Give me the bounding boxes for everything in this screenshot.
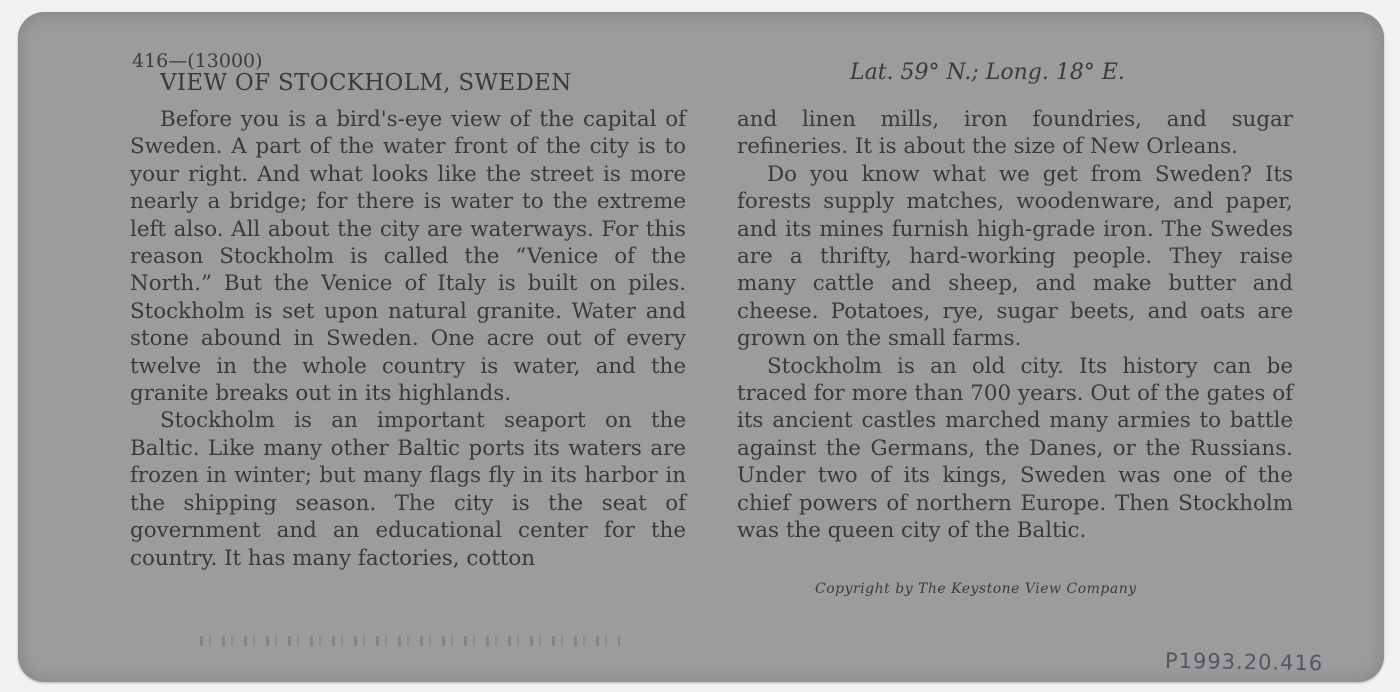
card-title: VIEW OF STOCKHOLM, SWEDEN [160, 70, 572, 96]
print-specks [200, 636, 620, 646]
paragraph: Stockholm is an important seaport on the Baltic. Like many other Baltic ports its waters are frozen in winter; but many flags fly in its harbor in the shipping season. The city is the seat of government and an educational center for the country. It has many factories, cotton [130, 408, 686, 571]
lat-long: Lat. 59° N.; Long. 18° E. [850, 60, 1125, 85]
catalog-number-handwritten: P1993.20.416 [1164, 648, 1324, 676]
paragraph: Stockholm is an old city. Its history can be traced for more than 700 years. Out of the gates of its ancient castles marched many armies to battle against the Germans, the Danes, or the Russians. Under two of its kings, Sweden was one of the chief powers of northern Europe. Then Stockholm was the queen city of the Baltic. [737, 353, 1293, 544]
paragraph: and linen mills, iron foundries, and sugar refineries. It is about the size of New Orleans. [737, 107, 1293, 160]
paragraph: Before you is a bird's-eye view of the capital of Sweden. A part of the water front of the city is to your right. And what looks like the street is more nearly a bridge; for there is water to the extreme left also. All about the city are waterways. For this reason Stockholm is called the “Venice of the North.” But the Venice of Italy is built on piles. Stockholm is set upon natural granite. Water and stone abound in Sweden. One acre out of every twelve in the whole country is water, and the granite breaks out in its highlands. [130, 107, 686, 407]
copyright-line: Copyright by The Keystone View Company [815, 581, 1137, 597]
text-column-left [130, 106, 686, 572]
paragraph: Do you know what we get from Sweden? Its forests supply matches, woodenware, and paper, and its mines furnish high-grade iron. The Swedes are a thrifty, hard-working people. They raise many cattle and sheep, and make butter and cheese. Potatoes, rye, sugar beets, and oats are grown on the small farms. [737, 161, 1293, 352]
text-column-right [737, 106, 1293, 545]
card-number: 416—(13000) [132, 50, 263, 72]
